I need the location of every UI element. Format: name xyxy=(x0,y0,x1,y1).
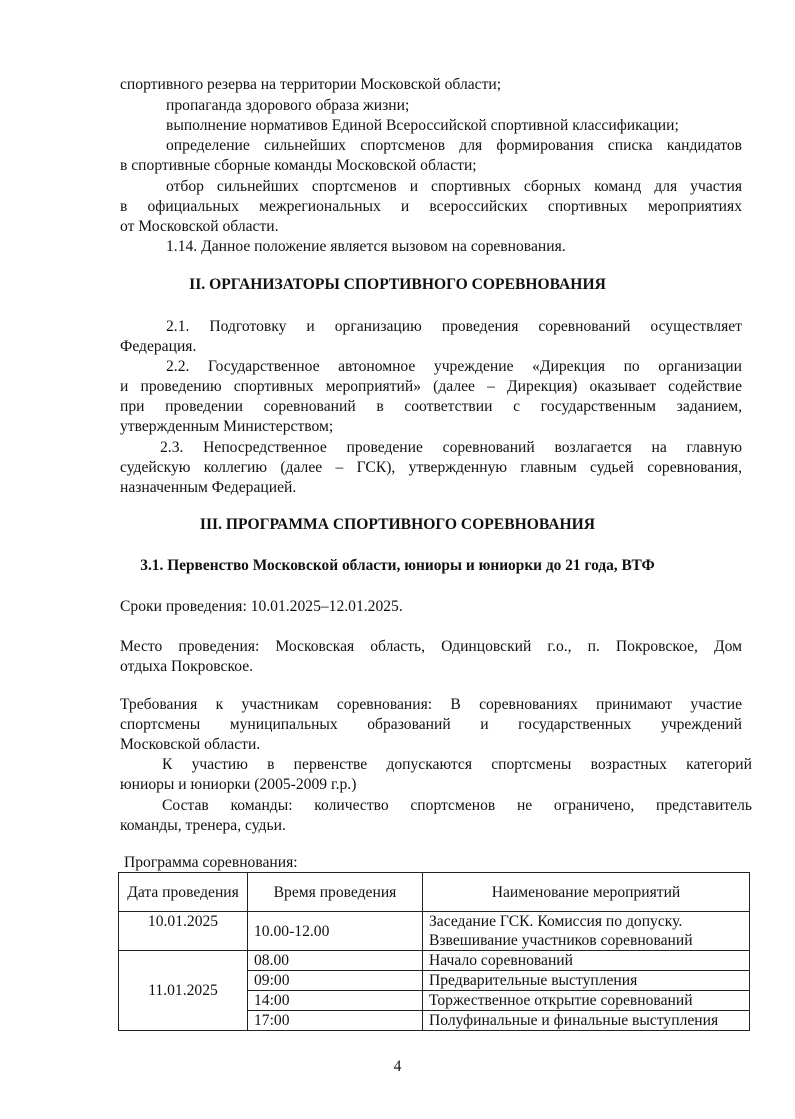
time-cell: 10.00-12.00 xyxy=(248,912,423,951)
paragraph-line: спортсмены муниципальных образований и государственных учреждений xyxy=(120,716,742,733)
list-item: определение сильнейших спортсменов для формирования списка кандидатов xyxy=(166,137,742,154)
paragraph-line: при проведении соревнований в соответствии с государственным заданием, xyxy=(120,398,742,415)
column-header-time: Время проведения xyxy=(248,873,423,912)
column-header-date: Дата проведения xyxy=(119,873,248,912)
table-row xyxy=(119,912,750,951)
date-cell: 11.01.2025 xyxy=(119,951,248,1031)
paragraph-line: К участию в первенстве допускаются спортсмены возрастных категорий xyxy=(162,756,752,773)
event-cell: Торжественное открытие соревнований xyxy=(423,991,750,1011)
time-cell: 08.00 xyxy=(248,951,423,971)
schedule-table xyxy=(118,872,750,1031)
list-item: выполнение нормативов Единой Всероссийской спортивной классификации; xyxy=(166,117,679,134)
paragraph-line: судейскую коллегию (далее – ГСК), утвержденную главным судьей соревнования, xyxy=(120,459,742,476)
page-number: 4 xyxy=(393,1058,402,1075)
paragraph-line: от Московской области. xyxy=(120,218,279,235)
paragraph-line: в спортивные сборные команды Московской области; xyxy=(120,157,477,174)
paragraph-line: Московской области. xyxy=(120,736,261,753)
section-heading: III. ПРОГРАММА СПОРТИВНОГО СОРЕВНОВАНИЯ xyxy=(199,516,596,533)
paragraph-line: команды, тренера, судьи. xyxy=(120,817,286,834)
paragraph-line: Федерация. xyxy=(120,338,197,355)
paragraph-line: утвержденным Министерством; xyxy=(120,418,334,435)
subsection-heading: 3.1. Первенство Московской области, юниоры и юниорки до 21 года, ВТФ xyxy=(140,557,655,574)
event-cell: Предварительные выступления xyxy=(423,971,750,991)
table-caption: Программа соревнования: xyxy=(124,854,298,871)
paragraph-line: Место проведения: Московская область, Одинцовский г.о., п. Покровское, Дом xyxy=(120,638,742,655)
time-cell: 17:00 xyxy=(248,1011,423,1031)
column-header-event: Наименование мероприятий xyxy=(423,873,750,912)
paragraph-line: 1.14. Данное положение является вызовом на соревнования. xyxy=(166,238,566,255)
event-cell: Начало соревнований xyxy=(423,951,750,971)
list-item: отбор сильнейших спортсменов и спортивных сборных команд для участия xyxy=(166,178,742,195)
time-cell: 09:00 xyxy=(248,971,423,991)
table-row xyxy=(119,951,750,971)
paragraph-line: 2.1. Подготовку и организацию проведения соревнований осуществляет xyxy=(166,318,742,335)
paragraph-line: спортивного резерва на территории Московской области; xyxy=(120,76,502,93)
list-item: пропаганда здорового образа жизни; xyxy=(166,97,410,114)
table-header-row xyxy=(119,873,750,912)
section-heading: II. ОРГАНИЗАТОРЫ СПОРТИВНОГО СОРЕВНОВАНИЯ xyxy=(189,276,606,293)
paragraph-line: отдыха Покровское. xyxy=(120,658,254,675)
paragraph-line: юниоры и юниорки (2005-2009 г.р.) xyxy=(120,776,357,793)
paragraph-line: и проведению спортивных мероприятий» (далее – Дирекция) оказывает содействие xyxy=(120,378,742,395)
paragraph-line: в официальных межрегиональных и всероссийских спортивных мероприятиях xyxy=(120,198,742,215)
event-cell: Заседание ГСК. Комиссия по допуску. Взвешивание участников соревнований xyxy=(423,912,750,951)
paragraph-line: 2.2. Государственное автономное учреждение «Дирекция по организации xyxy=(166,358,742,375)
event-cell: Полуфинальные и финальные выступления xyxy=(423,1011,750,1031)
date-cell: 10.01.2025 xyxy=(119,912,248,951)
time-cell: 14:00 xyxy=(248,991,423,1011)
paragraph-line: Сроки проведения: 10.01.2025–12.01.2025. xyxy=(120,598,403,615)
paragraph-line: назначенным Федерацией. xyxy=(120,479,297,496)
paragraph-line: Требования к участникам соревнования: В соревнованиях принимают участие xyxy=(120,696,742,713)
paragraph-line: Состав команды: количество спортсменов не ограничено, представитель xyxy=(162,797,752,814)
paragraph-line: 2.3. Непосредственное проведение соревнований возлагается на главную xyxy=(160,439,742,456)
